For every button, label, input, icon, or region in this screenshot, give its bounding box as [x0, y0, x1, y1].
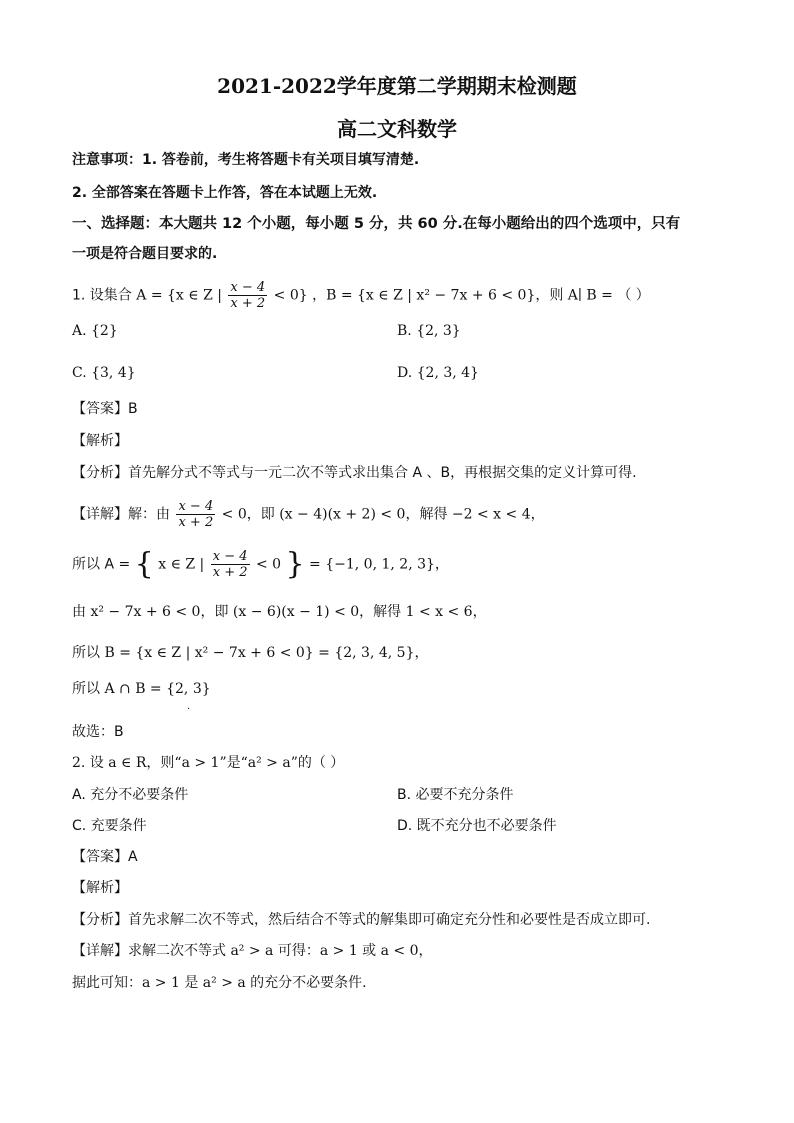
q1-choice: 故选：B: [72, 724, 124, 740]
q1-option-a: A. {2}: [72, 323, 118, 339]
notes-line-2: 2. 全部答案在答题卡上作答，答在本试题上无效.: [72, 185, 378, 201]
q1-set-a-line-numerator: x − 4: [212, 549, 248, 564]
q1-detail-prefix: 【详解】解：由: [72, 506, 170, 523]
q2-stem: 2. 设 a ∈ R，则“a > 1”是“a² > a”的（ ）: [72, 755, 345, 771]
q1-set-a-left: A = {x ∈ Z |: [136, 287, 222, 304]
q1-set-a-line-prefix: 所以 A =: [72, 556, 131, 573]
q1-option-c: C. {3, 4}: [72, 365, 136, 381]
q2-option-a: A. 充分不必要条件: [72, 787, 189, 803]
q1-set-a-fraction: [228, 280, 267, 311]
q2-conclusion: 据此可知：a > 1 是 a² > a 的充分不必要条件.: [72, 975, 367, 991]
q1-detail-denominator: x + 2: [178, 515, 214, 530]
q1-set-a-numerator: x − 4: [230, 280, 266, 295]
q1-inequality-b: 由 x² − 7x + 6 < 0，即 (x − 6)(x − 1) < 0，解得 1 < x < 6，: [72, 604, 487, 620]
left-brace: {: [134, 546, 154, 582]
q2-detail: 【详解】求解二次不等式 a² > a 可得：a > 1 或 a < 0，: [72, 943, 433, 959]
notes-line-1: 注意事项：1. 答卷前，考生将答题卡有关项目填写清楚.: [72, 152, 420, 168]
stray-dot: .: [187, 701, 191, 712]
q2-option-c: C. 充要条件: [72, 818, 147, 834]
q1-set-a-line-right: < 0: [255, 556, 282, 573]
q1-detail-fraction: [176, 499, 215, 530]
q1-set-b: ，B = {x ∈ Z | x² − 7x + 6 < 0}，则 A∣ B = （ ）: [312, 287, 650, 304]
q1-analysis: 【分析】首先解分式不等式与一元二次不等式求出集合 A 、B，再根据交集的定义计算可得.: [72, 465, 637, 481]
q1-set-b-line: 所以 B = {x ∈ Z | x² − 7x + 6 < 0} = {2, 3, 4, 5}，: [72, 645, 429, 661]
q1-set-a-right: < 0}: [273, 287, 308, 304]
q1-option-d: D. {2, 3, 4}: [397, 365, 479, 381]
q1-option-b: B. {2, 3}: [397, 323, 461, 339]
q1-set-a-line-fraction: [211, 549, 250, 580]
q1-detail-numerator: x − 4: [178, 499, 214, 514]
q1-set-a-result: = {−1, 0, 1, 2, 3}，: [309, 556, 449, 573]
q1-intersection: 所以 A ∩ B = {2, 3}: [72, 681, 211, 697]
q1-set-a-line: [72, 546, 449, 582]
q1-set-a-line-left: x ∈ Z |: [158, 556, 205, 573]
q1-detail-suffix: < 0，即 (x − 4)(x + 2) < 0，解得 −2 < x < 4，: [221, 506, 545, 523]
q1-answer: 【答案】B: [72, 401, 138, 417]
exam-title: 2021-2022学年度第二学期期末检测题: [217, 74, 577, 98]
section-1-line-1: 一、选择题：本大题共 12 个小题，每小题 5 分，共 60 分.在每小题给出的四个选项中，只有: [72, 216, 681, 232]
q1-set-a-denominator: x + 2: [230, 296, 266, 311]
right-brace: }: [285, 546, 305, 582]
q1-set-a-line-denominator: x + 2: [212, 565, 248, 580]
q1-analysis-heading: 【解析】: [72, 433, 128, 449]
q2-answer: 【答案】A: [72, 849, 138, 865]
q2-analysis: 【分析】首先求解二次不等式，然后结合不等式的解集即可确定充分性和必要性是否成立即可.: [72, 912, 651, 928]
section-1-line-2: 一项是符合题目要求的.: [72, 246, 218, 262]
exam-subtitle: 高二文科数学: [337, 117, 457, 141]
q1-detail: [72, 499, 545, 530]
q2-option-b: B. 必要不充分条件: [397, 787, 514, 803]
q1-stem: [72, 280, 650, 311]
q1-stem-prefix: 1. 设集合: [72, 287, 132, 304]
q2-analysis-heading: 【解析】: [72, 880, 128, 896]
q2-option-d: D. 既不充分也不必要条件: [397, 818, 557, 834]
